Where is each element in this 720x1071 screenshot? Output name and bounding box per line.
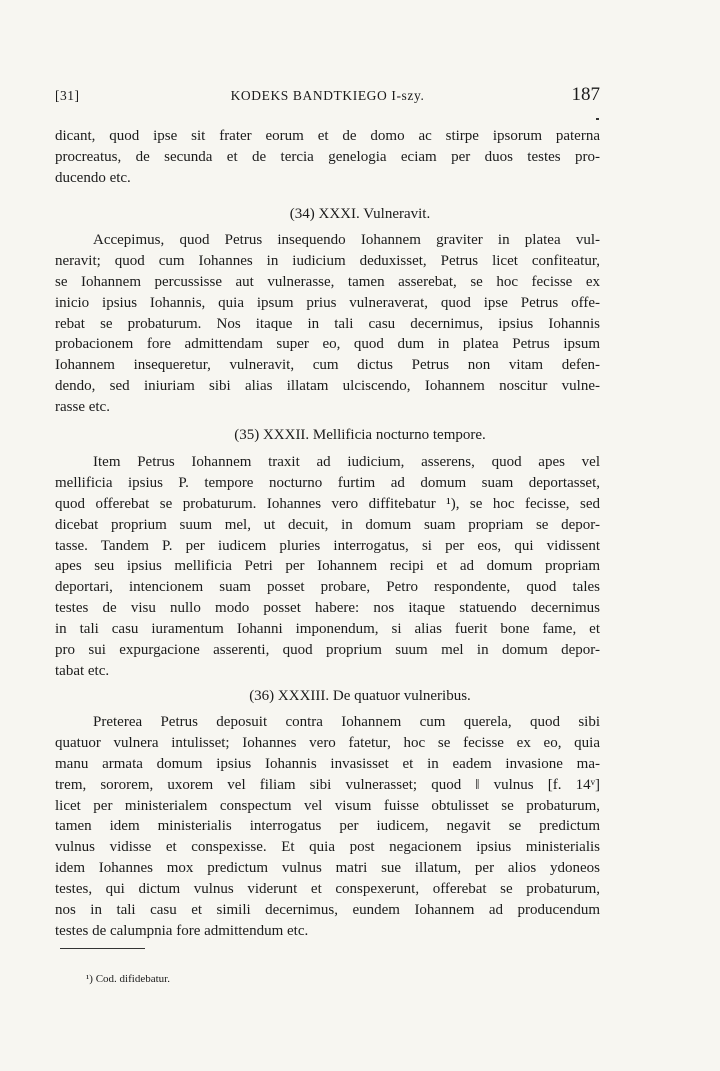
- text-line: dendo, sed iniuriam sibi alias illatam ulciscendo, Iohannem noscitur vulne-: [55, 378, 600, 395]
- text-line: tabat etc.: [55, 662, 110, 679]
- text-line: mellificia ipsius P. tempore nocturno furtim ad domum suam deportasset,: [55, 474, 600, 491]
- text-line: testes de visu nullo modo posset habere: nos itaque statuendo decernimus: [55, 600, 600, 617]
- text-line: inicio ipsius Iohannis, quia ipsum prius vulneraverat, quod ipse Petrus offe-: [55, 294, 600, 311]
- text-line: neravit; quod cum Iohannes in iudicium deduxisset, Petrus licet confiteatur,: [55, 252, 600, 269]
- text-line: licet per ministerialem conspectum vel visum fuisse obtulisset se probaturum,: [55, 797, 600, 814]
- paragraph-35: [55, 452, 600, 682]
- text-line: quatuor vulnera intulisset; Iohannes vero fatetur, hoc se fecisse ex eo, quia: [55, 734, 600, 751]
- text-line: rebat se probaturum. Nos itaque in tali casu decernimus, ipsius Iohannis: [55, 315, 600, 332]
- footnote: ¹) Cod. difidebatur.: [86, 973, 170, 985]
- running-header: [55, 84, 600, 108]
- text-line: manu armata domum ipsius Iohannis invasisset et in eadem invasione ma-: [55, 755, 600, 772]
- paragraph-36: [55, 712, 600, 942]
- text-line: in tali casu iuramentum Iohanni imponendum, si alias fuerit bone fame, et: [55, 621, 600, 638]
- margin-mark: [596, 118, 599, 120]
- text-line: vulnus vidisse et conspexisse. Et quia post negacionem ipsius ministerialis: [55, 839, 600, 856]
- text-line: dicant, quod ipse sit frater eorum et de domo ac stirpe ipsorum paterna: [55, 128, 600, 144]
- text-line: Preterea Petrus deposuit contra Iohannem cum querela, quod sibi: [93, 714, 600, 730]
- text-line: trem, sororem, uxorem vel filiam sibi vulnerasset; quod ‖ vulnus [f. 14ᵛ]: [55, 776, 600, 793]
- text-line: se Iohannem percussisse aut vulnerasse, tamen asserebat, se hoc fecisse ex: [55, 273, 600, 290]
- text-line: idem Iohannes mox predictum vulnus matri sue illatum, per alios ydoneos: [55, 860, 600, 877]
- text-line: rasse etc.: [55, 399, 110, 416]
- text-line: pro sui expurgacione asserenti, quod proprium suum mel in domum depor-: [55, 642, 600, 659]
- paragraph-34: [55, 230, 600, 418]
- text-line: Accepimus, quod Petrus insequendo Iohannem graviter in platea vul-: [93, 232, 600, 248]
- text-line: tamen idem ministerialis interrogatus per iudicem, negavit se predictum: [55, 818, 600, 835]
- text-line: Item Petrus Iohannem traxit ad iudicium, asserens, quod apes vel: [93, 454, 600, 470]
- text-line: dicebat proprium suum mel, ut decuit, in domum suam propriam se depor-: [55, 516, 600, 533]
- text-line: apes seu ipsius mellificia Petri per Iohannem recipi et ad domum propriam: [55, 558, 600, 575]
- text-line: Iohannem insequeretur, vulneravit, cum dictus Petrus non vitam defen-: [55, 357, 600, 374]
- text-line: quod offerebat se probaturum. Iohannes vero diffitebatur ¹), se hoc fecisse, sed: [55, 495, 600, 512]
- section-heading-35: (35) XXXII. Mellificia nocturno tempore.: [234, 427, 486, 443]
- text-line: probacionem fore admittendam super eo, quod dum in platea Petrus ipsum: [55, 336, 600, 353]
- text-line: nos in tali casu et simili decernimus, eundem Iohannem ad producendum: [55, 902, 600, 919]
- header-title: KODEKS BANDTKIEGO I-szy.: [230, 88, 425, 103]
- section-heading-34: (34) XXXI. Vulneravit.: [289, 206, 431, 222]
- header-section-number: [31]: [55, 88, 80, 103]
- paragraph-continuation: [55, 126, 600, 189]
- footnote-divider: [60, 948, 145, 949]
- section-heading-36: (36) XXXIII. De quatuor vulneribus.: [249, 688, 471, 704]
- text-line: testes, qui dictum vulnus viderunt et conspexerunt, offerebat se probaturum,: [55, 881, 600, 898]
- text-line: deportari, intencionem suam posset probare, Petro respondente, quod tales: [55, 579, 600, 596]
- text-line: ducendo etc.: [55, 169, 131, 186]
- text-line: tasse. Tandem P. per iudicem pluries interrogatus, si per eos, qui vidissent: [55, 537, 600, 554]
- text-line: procreatus, de secunda et de tercia genelogia eciam per duos testes pro-: [55, 148, 600, 165]
- text-line: testes de calumpnia fore admittendum etc.: [55, 922, 309, 939]
- page-number: 187: [571, 84, 600, 105]
